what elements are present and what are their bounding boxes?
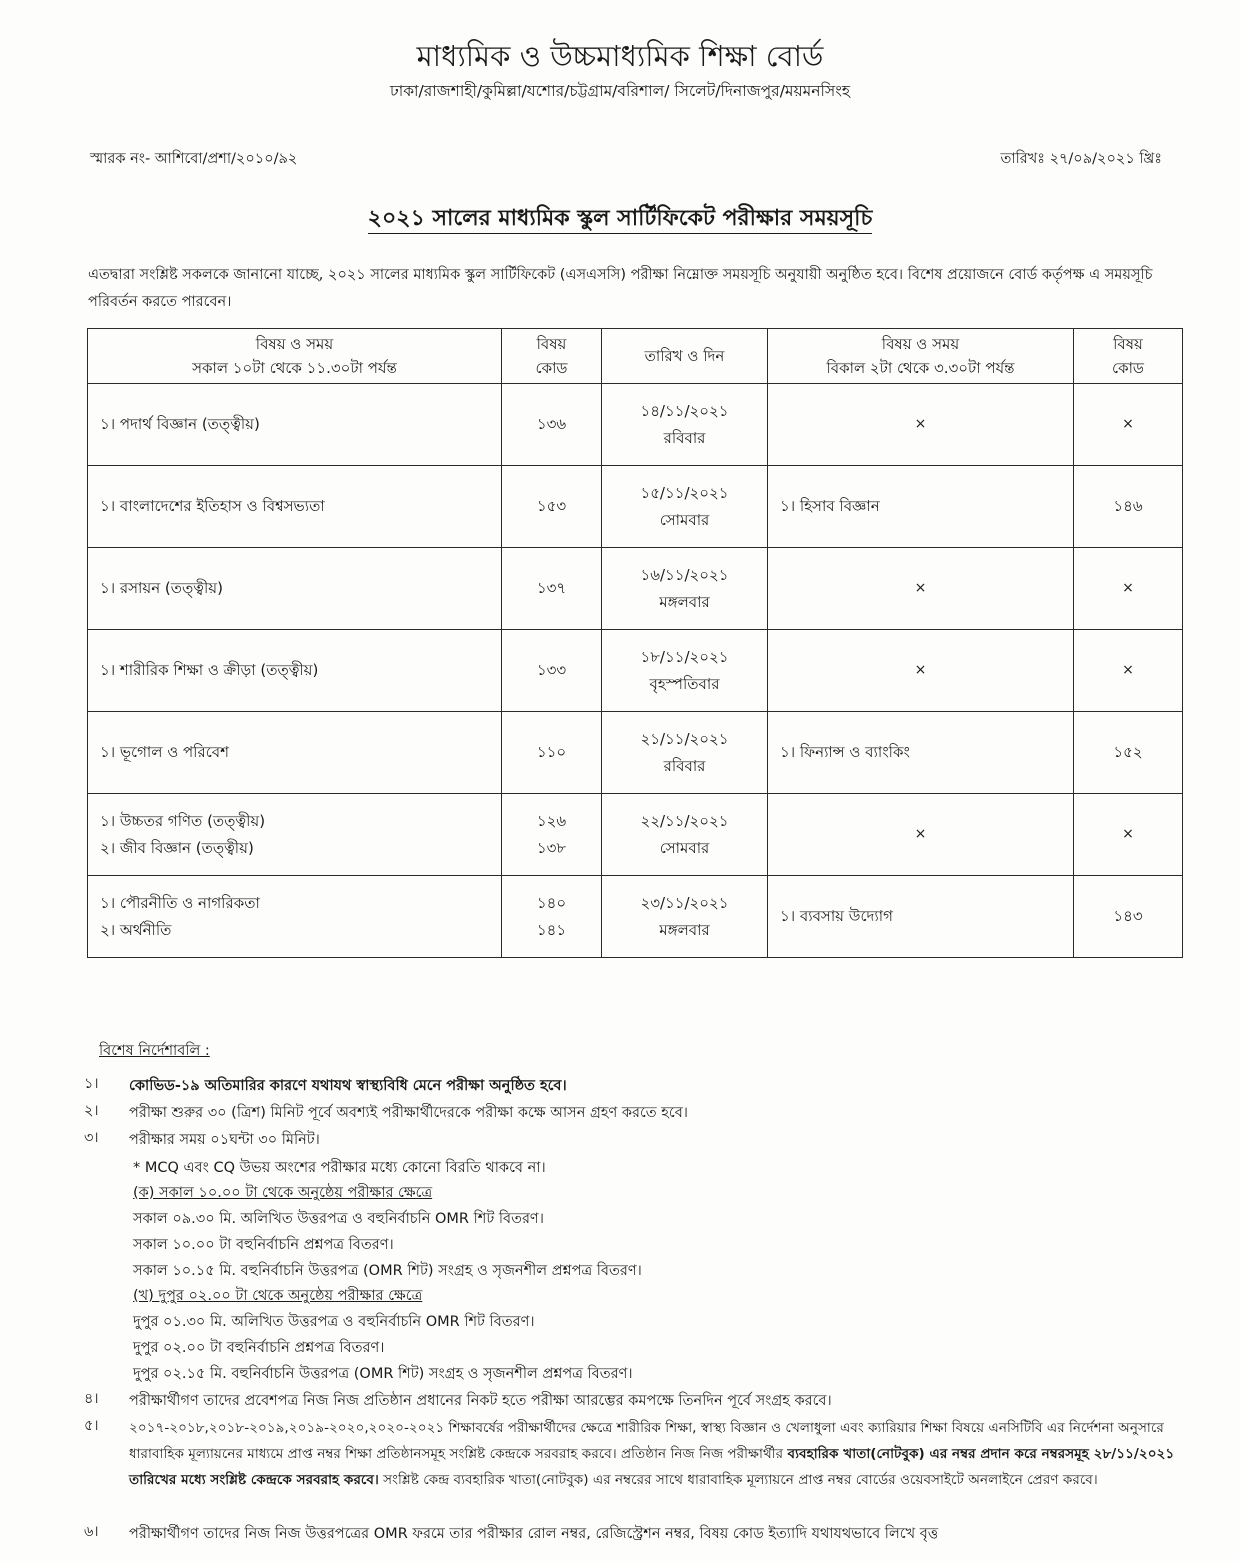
afternoon-code-cell: ×	[1074, 548, 1183, 630]
morning-code: ১৫৩	[536, 497, 567, 515]
morning-code: ১৪০	[536, 893, 567, 912]
date-day-cell	[602, 466, 768, 548]
morning-code-cell	[502, 712, 602, 794]
morning-subject-cell	[88, 548, 502, 630]
afternoon-subject-cell: ১। ব্যবসায় উদ্যোগ	[768, 876, 1074, 958]
date-day-cell	[602, 384, 768, 466]
header-code-afternoon	[1074, 329, 1183, 384]
issue-date: তারিখঃ ২৭/০৯/২০২১ খ্রিঃ	[1000, 151, 1162, 167]
instruction-3-note: * MCQ এবং CQ উভয় অংশের পরীক্ষার মধ্যে কোনো বিরতি থাকবে না।	[133, 1160, 546, 1176]
morning-code-cell	[502, 466, 602, 548]
afternoon-subject-cell: ×	[768, 548, 1074, 630]
instruction-text: পরীক্ষার্থীগণ তাদের প্রবেশপত্র নিজ নিজ প্রতিষ্ঠান প্রধানের নিকট হতে পরীক্ষা আরম্ভের কমপক্ষে তিনদিন পূর্বে সংগ্রহ করবে।	[129, 1393, 832, 1409]
morning-subject: ১। রসায়ন (তত্ত্বীয়)	[100, 579, 223, 597]
morning-subject: ২। অর্থনীতি	[100, 920, 172, 939]
exam-date: ১৫/১১/২০২১	[640, 483, 729, 502]
date-day-cell	[602, 630, 768, 712]
afternoon-code-cell: ১৪৩	[1074, 876, 1183, 958]
header-code-label: বিষয়	[536, 335, 567, 353]
instruction-number: ৪।	[84, 1391, 99, 1407]
morning-subject-cell	[88, 794, 502, 876]
instruction-text: পরীক্ষা শুরুর ৩০ (ত্রিশ) মিনিট পূর্বে অবশ্যই পরীক্ষার্থীদেরকে পরীক্ষা কক্ষে আসন গ্রহণ করতে হবে।	[129, 1105, 688, 1121]
afternoon-subject-cell: ১। ফিন্যান্স ও ব্যাংকিং	[768, 712, 1074, 794]
header-code-label: কোড	[535, 359, 568, 377]
date-day-cell	[602, 794, 768, 876]
exam-date: ২২/১১/২০২১	[640, 811, 729, 830]
schedule-body	[88, 384, 1183, 958]
header-code-label: বিষয়	[1113, 335, 1143, 353]
exam-date: ২৩/১১/২০২১	[640, 893, 729, 912]
instruction-3-noon-line: দুপুর ০২.১৫ মি. বহুনির্বাচনি উত্তরপত্র (OMR শিট) সংগ্রহ ও সৃজনশীল প্রশ্নপত্র বিতরণ।	[133, 1366, 633, 1382]
header-code-morning	[502, 329, 602, 384]
morning-subject: ১। উচ্চতর গণিত (তত্ত্বীয়)	[100, 811, 266, 830]
morning-subject: ১। পদার্থ বিজ্ঞান (তত্ত্বীয়)	[100, 415, 260, 433]
instructions-heading: বিশেষ নির্দেশাবলি :	[99, 1043, 210, 1059]
exam-day: রবিবার	[663, 756, 706, 775]
morning-subject: ১। ভূগোল ও পরিবেশ	[100, 743, 229, 761]
morning-code: ১১০	[536, 743, 567, 761]
afternoon-code-cell: ×	[1074, 794, 1183, 876]
exam-day: বৃহস্পতিবার	[649, 674, 720, 693]
afternoon-code-cell: ১৪৬	[1074, 466, 1183, 548]
morning-subject-cell	[88, 630, 502, 712]
board-list: ঢাকা/রাজশাহী/কুমিল্লা/যশোর/চট্টগ্রাম/বরিশাল/ সিলেট/দিনাজপুর/ময়মনসিংহ	[389, 82, 851, 100]
instruction-5-part: সংশ্লিষ্ট কেন্দ্র ব্যবহারিক খাতা(নোটবুক) এর নম্বরের সাথে ধারাবাহিক মূল্যায়নে প্রাপ্ত নম্বর বোর্ডের ওয়েবসাইটে অনলাইনে প্রেরণ করবে।	[383, 1472, 1098, 1488]
header-morning-time: সকাল ১০টা থেকে ১১.৩০টা পর্যন্ত	[192, 359, 397, 377]
morning-subject: ১। পৌরনীতি ও নাগরিকতা	[100, 893, 260, 912]
date-day-cell	[602, 876, 768, 958]
instruction-3-noon-heading: (খ) দুপুর ০২.০০ টা থেকে অনুষ্ঠেয় পরীক্ষার ক্ষেত্রে	[133, 1288, 423, 1304]
morning-subject-cell	[88, 712, 502, 794]
afternoon-code-cell: ×	[1074, 630, 1183, 712]
morning-code: ১২৬	[536, 811, 567, 830]
exam-day: সোমবার	[659, 510, 710, 529]
table-row	[88, 548, 1183, 630]
document-title-text: ২০২১ সালের মাধ্যমিক স্কুল সার্টিফিকেট পরীক্ষার সময়সূচি	[368, 206, 873, 234]
instruction-text	[129, 1415, 1194, 1493]
header-afternoon-time: বিকাল ২টা থেকে ৩.৩০টা পর্যন্ত	[826, 359, 1015, 377]
exam-day: মঙ্গলবার	[659, 920, 710, 939]
header-afternoon-subject: বিষয় ও সময়	[881, 335, 960, 353]
instruction-number: ৫।	[84, 1418, 99, 1434]
exam-day: সোমবার	[659, 838, 710, 857]
morning-subject-cell	[88, 876, 502, 958]
morning-code: ১৪১	[536, 920, 567, 939]
table-header-row	[88, 329, 1183, 384]
board-title: মাধ্যমিক ও উচ্চমাধ্যমিক শিক্ষা বোর্ড	[416, 39, 824, 73]
morning-subject-cell	[88, 384, 502, 466]
morning-code-cell	[502, 630, 602, 712]
exam-day: মঙ্গলবার	[659, 592, 710, 611]
header-date-day: তারিখ ও দিন	[602, 329, 768, 384]
table-row	[88, 466, 1183, 548]
table-row	[88, 630, 1183, 712]
instruction-3-noon-line: দুপুর ০১.৩০ মি. অলিখিত উত্তরপত্র ও বহুনির্বাচনি OMR শিট বিতরণ।	[133, 1314, 535, 1330]
afternoon-code-cell: ১৫২	[1074, 712, 1183, 794]
exam-date: ১৪/১১/২০২১	[640, 401, 729, 420]
date-day-cell	[602, 712, 768, 794]
exam-day: রবিবার	[663, 428, 706, 447]
exam-date: ২১/১১/২০২১	[640, 729, 729, 748]
afternoon-subject-cell: ১। হিসাব বিজ্ঞান	[768, 466, 1074, 548]
morning-code-cell	[502, 548, 602, 630]
morning-code: ১৩৭	[536, 579, 567, 597]
header-morning	[88, 329, 502, 384]
instruction-3-morning-line: সকাল ১০.১৫ মি. বহুনির্বাচনি উত্তরপত্র (OMR শিট) সংগ্রহ ও সৃজনশীল প্রশ্নপত্র বিতরণ।	[133, 1263, 642, 1279]
afternoon-subject-cell: ×	[768, 384, 1074, 466]
morning-code-cell	[502, 794, 602, 876]
instruction-3-noon-line: দুপুর ০২.০০ টা বহুনির্বাচনি প্রশ্নপত্র বিতরণ।	[133, 1340, 385, 1356]
memo-number: স্মারক নং- আশিবো/প্রশা/২০১০/৯২	[90, 151, 298, 167]
table-row	[88, 794, 1183, 876]
table-row	[88, 384, 1183, 466]
exam-date: ১৬/১১/২০২১	[640, 565, 729, 584]
afternoon-subject-cell: ×	[768, 630, 1074, 712]
morning-code-cell	[502, 876, 602, 958]
document-title	[0, 201, 1240, 238]
instruction-3-morning-line: সকাল ০৯.৩০ মি. অলিখিত উত্তরপত্র ও বহুনির্বাচনি OMR শিট বিতরণ।	[133, 1211, 544, 1227]
instruction-text: পরীক্ষার্থীগণ তাদের নিজ নিজ উত্তরপত্রের OMR ফরমে তার পরীক্ষার রোল নম্বর, রেজিস্ট্রেশন নম্বর, বিষয় কোড ইত্যাদি যথাযথভাবে লিখে বৃত্ত	[129, 1526, 939, 1542]
schedule-table	[87, 328, 1183, 958]
morning-code: ১৩৬	[536, 415, 567, 433]
instruction-number: ২।	[84, 1103, 99, 1119]
morning-code: ১৩৩	[536, 661, 567, 679]
instruction-number: ৬।	[84, 1524, 99, 1540]
table-row	[88, 876, 1183, 958]
header-afternoon	[768, 329, 1074, 384]
instruction-text: পরীক্ষার সময় ০১ঘন্টা ৩০ মিনিট।	[129, 1132, 320, 1148]
instruction-number: ৩।	[84, 1130, 99, 1146]
header-morning-subject: বিষয় ও সময়	[255, 335, 334, 353]
afternoon-subject-cell: ×	[768, 794, 1074, 876]
header-code-label: কোড	[1112, 359, 1144, 377]
date-day-cell	[602, 548, 768, 630]
instruction-3-morning-line: সকাল ১০.০০ টা বহুনির্বাচনি প্রশ্নপত্র বিতরণ।	[133, 1237, 394, 1253]
morning-subject: ২। জীব বিজ্ঞান (তত্ত্বীয়)	[100, 838, 254, 857]
instruction-text: কোভিড-১৯ অতিমারির কারণে যথাযথ স্বাস্থ্যবিধি মেনে পরীক্ষা অনুষ্ঠিত হবে।	[129, 1078, 567, 1094]
morning-subject: ১। শারীরিক শিক্ষা ও ক্রীড়া (তত্ত্বীয়)	[100, 661, 319, 679]
instruction-5-bold-part: ব্যবহারিক খাতা(নোটবুক) এর নম্বর প্রদান করে নম্বরসমূহ ২৮/১১/২০২১ তারিখের মধ্যে সংশ্লিষ্ট কেন্দ্রকে সরবরাহ করবে।	[129, 1446, 1175, 1488]
morning-subject-cell	[88, 466, 502, 548]
intro-paragraph: এতদ্বারা সংশ্লিষ্ট সকলকে জানানো যাচ্ছে, ২০২১ সালের মাধ্যমিক স্কুল সার্টিফিকেট (এসএসসি) পরীক্ষা নিম্নোক্ত সময়সূচি অনুযায়ী অনুষ্ঠিত হবে। বিশেষ প্রয়োজনে বোর্ড কর্তৃপক্ষ এ সময়সূচি পরিবর্তন করতে পারবেন।	[88, 267, 1153, 310]
afternoon-code-cell: ×	[1074, 384, 1183, 466]
table-row	[88, 712, 1183, 794]
instruction-5-part: ২০১৭-২০১৮,২০১৮-২০১৯,২০১৯-২০২০,২০২০-২০২১ শিক্ষাবর্ষের পরীক্ষার্থীদের ক্ষেত্রে শারীরিক শিক্ষা, স্বাস্থ্য বিজ্ঞান ও খেলাধুলা এবং ক্যারিয়ার শিক্ষা বিষয়ে এনসিটিবি এর নির্দেশনা অনুসারে ধারাবাহিক মূল্যায়নের মাধ্যমে প্রাপ্ত নম্বর শিক্ষা প্রতিষ্ঠানসমূহ সংশ্লিষ্ট কেন্দ্রকে সরবরাহ করবে। প্রতিষ্ঠান নিজ নিজ পরীক্ষার্থীর	[129, 1420, 1164, 1462]
exam-date: ১৮/১১/২০২১	[640, 647, 729, 666]
morning-code: ১৩৮	[536, 838, 567, 857]
instruction-3-morning-heading: (ক) সকাল ১০.০০ টা থেকে অনুষ্ঠেয় পরীক্ষার ক্ষেত্রে	[133, 1185, 433, 1201]
morning-code-cell	[502, 384, 602, 466]
morning-subject: ১। বাংলাদেশের ইতিহাস ও বিশ্বসভ্যতা	[100, 497, 325, 515]
instruction-number: ১।	[84, 1076, 99, 1092]
